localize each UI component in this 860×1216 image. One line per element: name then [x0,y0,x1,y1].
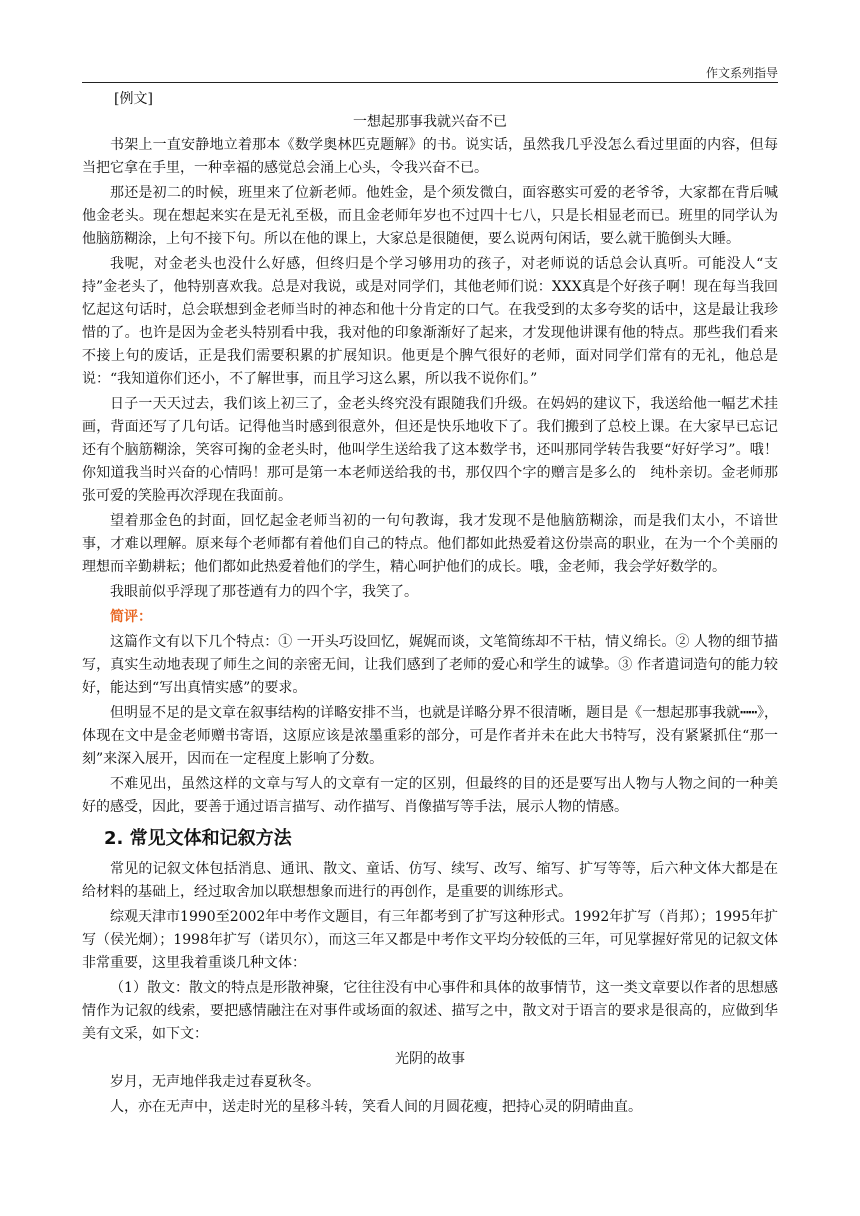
critique-paragraph: 但明显不足的是文章在叙事结构的详略安排不当，也就是详略分界不很清晰，题目是《一想起那事我就┅┅》，体现在文中是金老师赠书寄语，这原应该是浓墨重彩的部分，可是作者并未在此大书特写，没有紧紧抓住“那一刻”来深入展开，因而在一定程度上影响了分数。 [82,705,778,767]
essay-line: 人，亦在无声中，送走时光的星移斗转，笑看人间的月圆花瘦，把持心灵的阴晴曲直。 [110,1099,642,1115]
section-paragraph: 常见的记叙文体包括消息、通讯、散文、童话、仿写、续写、改写、缩写、扩写等等，后六种文体大都是在给材料的基础上，经过取舍加以联想想象而进行的再创作，是重要的训练形式。 [82,861,778,900]
document-body [82,88,778,1121]
section-paragraph: （1）散文：散文的特点是形散神聚，它往往没有中心事件和具体的故事情节，这一类文章要以作者的思想感情作为记叙的线索，要把感情融注在对事件或场面的叙述、描写之中，散文对于语言的要求是很高的，应做到华美有文采，如下文： [82,980,778,1042]
example-paragraph: 望着那金色的封面，回忆起金老师当初的一句句教诲，我才发现不是他脑筋糊涂，而是我们太小，不谙世事，才难以理解。原来每个老师都有着他们自己的特点。他们都如此热爱着这份崇高的职业，在为一个个美丽的理想而辛勤耕耘；他们都如此热爱着他们的学生，精心呵护他们的成长。哦，金老师，我会学好数学的。 [82,513,778,575]
example-title: 一想起那事我就兴奋不已 [353,114,507,130]
critique-paragraph: 不难见出，虽然这样的文章与写人的文章有一定的区别，但最终的目的还是要写出人物与人物之间的一种美好的感受，因此，要善于通过语言描写、动作描写、肖像描写等手法，展示人物的情感。 [82,776,778,815]
example-paragraph: 日子一天天过去，我们该上初三了，金老头终究没有跟随我们升级。在妈妈的建议下，我送给他一幅艺术挂画，背面还写了几句话。记得他当时感到很意外，但还是快乐地收下了。我们搬到了总校上课。在大家早已忘记还有个脑筋糊涂，笑容可掬的金老头时，他叫学生送给我了这本数学书，还叫那同学转告我要“好好学习”。哦！你知道我当时兴奋的心情吗！那可是第一本老师送给我的书，那仅四个字的赠言是多么的 纯朴亲切。金老师那张可爱的笑脸再次浮现在我面前。 [82,396,778,504]
example-label: [例文] [114,91,153,107]
example-paragraph: 我眼前似乎浮现了那苍遒有力的四个字，我笑了。 [110,584,418,600]
example-paragraph: 那还是初二的时候，班里来了位新老师。他姓金，是个须发微白，面容憨实可爱的老爷爷，大家都在背后喊他金老头。现在想起来实在是无礼至极，而且金老师年岁也不过四十七八，只是长相显老而已。班里的同学认为他脑筋糊涂，上句不接下句。所以在他的课上，大家总是很随便，要么说两句闲话，要么就干脆倒头大睡。 [82,185,778,247]
section-heading: 2. 常见文体和记叙方法 [104,828,292,849]
header-label: 作文系列指导 [705,66,778,80]
critique-paragraph: 这篇作文有以下几个特点：① 一开头巧设回忆，娓娓而谈，文笔简练却不干枯，情义绵长。② 人物的细节描写，真实生动地表现了师生之间的亲密无间，让我们感到了老师的爱心和学生的诚挚。③ 作者遣词造句的能力较好，能达到“写出真情实感”的要求。 [82,634,778,696]
header-rule [82,82,778,83]
section-paragraph: 综观天津市1990至2002年中考作文题目，有三年都考到了扩写这种形式。1992年扩写（肖邦）；1995年扩写（侯光炯）；1998年扩写（诺贝尔），而这三年又都是中考作文平均分较低的三年，可见掌握好常见的记叙文体非常重要，这里我着重谈几种文体： [82,909,778,971]
essay-title: 光阴的故事 [395,1051,465,1067]
example-paragraph: 我呢，对金老头也没什么好感，但终归是个学习够用功的孩子，对老师说的话总会认真听。可能没人“支持”金老头了，他特别喜欢我。总是对我说，或是对同学们，其他老师们说：XXX真是个好孩子啊！现在每当我回忆起这句话时，总会联想到金老师当时的神态和他十分肯定的口气。在我受到的太多夸奖的话中，这是最让我珍惜的了。也许是因为金老头特别看中我，我对他的印象渐渐好了起来，才发现他讲课有他的特点。那些我们看来不接上句的废话，正是我们需要积累的扩展知识。他更是个脾气很好的老师，面对同学们常有的无礼，他总是说：“我知道你们还小，不了解世事，而且学习这么累，所以我不说你们。” [82,256,778,387]
example-paragraph: 书架上一直安静地立着那本《数学奥林匹克题解》的书。说实话，虽然我几乎没怎么看过里面的内容，但每当把它拿在手里，一种幸福的感觉总会涌上心头，令我兴奋不已。 [82,137,778,176]
critique-label: 简评： [110,609,152,625]
essay-line: 岁月，无声地伴我走过春夏秋冬。 [110,1074,320,1090]
